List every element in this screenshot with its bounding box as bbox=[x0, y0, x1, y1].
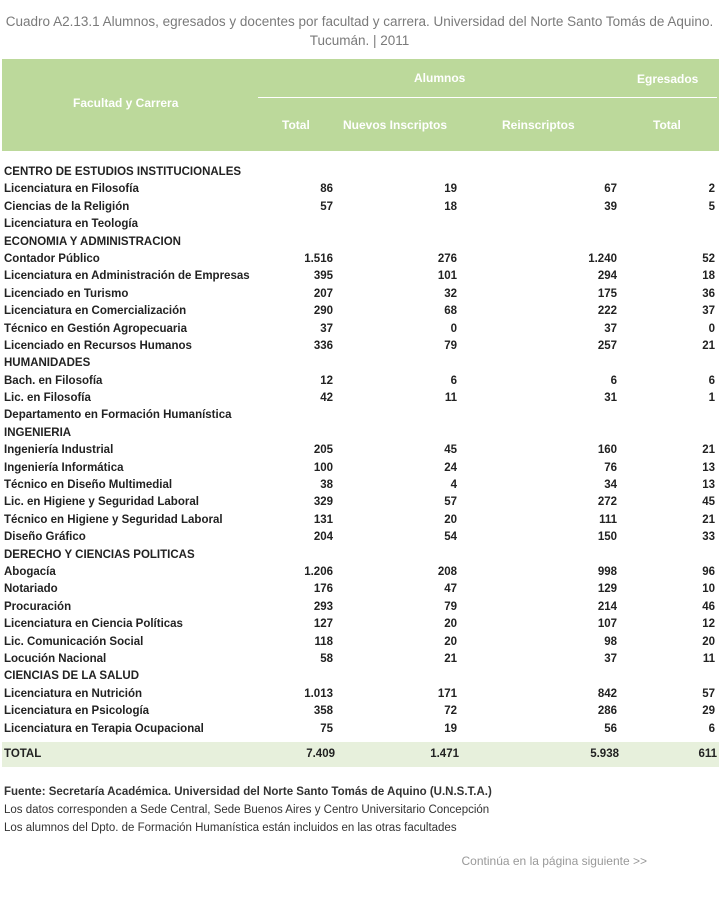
cell-nuevos: 20 bbox=[444, 513, 457, 526]
cell-nuevos: 11 bbox=[444, 392, 457, 405]
table-row bbox=[0, 390, 719, 407]
cell-total: 293 bbox=[313, 600, 333, 613]
cell-label: INGENIERIA bbox=[4, 426, 72, 439]
cell-nuevos: 54 bbox=[444, 531, 457, 544]
table-row bbox=[0, 321, 719, 338]
table-row bbox=[0, 460, 719, 477]
cell-label: Licenciado en Turismo bbox=[4, 287, 129, 300]
table-row bbox=[0, 355, 719, 372]
cell-nuevos: 47 bbox=[444, 583, 457, 596]
cell-egresados: 20 bbox=[702, 635, 715, 648]
cell-label: Ingeniería Informática bbox=[4, 461, 124, 474]
table-row bbox=[0, 581, 719, 598]
cell-reinscriptos: 34 bbox=[604, 479, 617, 492]
cell-total: 290 bbox=[313, 305, 333, 318]
cell-nuevos: 57 bbox=[444, 496, 457, 509]
table-row bbox=[0, 668, 719, 685]
total-egresados: 611 bbox=[698, 748, 717, 760]
cell-total: 75 bbox=[320, 722, 333, 735]
table-row bbox=[0, 651, 719, 668]
table-row bbox=[0, 547, 719, 564]
total-row bbox=[2, 742, 719, 767]
cell-egresados: 57 bbox=[702, 687, 715, 700]
table-row bbox=[0, 373, 719, 390]
table-title: Cuadro A2.13.1 Alumnos, egresados y docentes por facultad y carrera. Universidad del Norte Santo Tomás de Aquino. Tucumán. | 2011 bbox=[5, 14, 714, 48]
cell-label: Locución Nacional bbox=[4, 652, 107, 665]
cell-total: 37 bbox=[320, 322, 333, 335]
cell-reinscriptos: 129 bbox=[597, 583, 617, 596]
cell-label: Licenciatura en Administración de Empresas bbox=[4, 270, 250, 283]
cell-reinscriptos: 1.240 bbox=[588, 252, 617, 265]
header-divider bbox=[258, 97, 717, 98]
table-body bbox=[0, 164, 719, 738]
cell-reinscriptos: 222 bbox=[597, 305, 617, 318]
table-row bbox=[0, 425, 719, 442]
cell-reinscriptos: 111 bbox=[599, 513, 617, 526]
table-row bbox=[0, 721, 719, 738]
cell-label: Ingeniería Industrial bbox=[4, 444, 114, 457]
cell-reinscriptos: 294 bbox=[597, 270, 617, 283]
table-row bbox=[0, 164, 719, 181]
footnotes bbox=[4, 783, 492, 837]
total-total: 7.409 bbox=[306, 748, 335, 760]
cell-nuevos: 276 bbox=[437, 252, 457, 265]
header-alumnos: Alumnos bbox=[414, 71, 466, 85]
table-row bbox=[0, 477, 719, 494]
cell-reinscriptos: 56 bbox=[604, 722, 617, 735]
cell-nuevos: 171 bbox=[437, 687, 457, 700]
cell-label: Lic. en Higiene y Seguridad Laboral bbox=[4, 496, 199, 509]
cell-label: Notariado bbox=[4, 583, 58, 596]
table-row bbox=[0, 686, 719, 703]
cell-reinscriptos: 98 bbox=[604, 635, 617, 648]
total-reinscriptos: 5.938 bbox=[590, 748, 619, 760]
cell-label: Técnico en Gestión Agropecuaria bbox=[4, 322, 187, 335]
cell-reinscriptos: 31 bbox=[604, 392, 617, 405]
table-row bbox=[0, 703, 719, 720]
cell-total: 12 bbox=[320, 374, 333, 387]
cell-total: 395 bbox=[313, 270, 333, 283]
cell-nuevos: 68 bbox=[444, 305, 457, 318]
cell-reinscriptos: 214 bbox=[597, 600, 617, 613]
cell-nuevos: 79 bbox=[444, 339, 457, 352]
total-label: TOTAL bbox=[4, 748, 42, 760]
cell-total: 57 bbox=[320, 200, 333, 213]
cell-label: Lic. Comunicación Social bbox=[4, 635, 144, 648]
cell-egresados: 37 bbox=[702, 305, 715, 318]
cell-egresados: 13 bbox=[702, 461, 715, 474]
cell-reinscriptos: 76 bbox=[604, 461, 617, 474]
table-row bbox=[0, 216, 719, 233]
cell-label: Técnico en Higiene y Seguridad Laboral bbox=[4, 513, 223, 526]
cell-label: Diseño Gráfico bbox=[4, 531, 86, 544]
cell-egresados: 52 bbox=[702, 252, 715, 265]
cell-nuevos: 6 bbox=[450, 374, 457, 387]
cell-total: 42 bbox=[320, 392, 333, 405]
cell-reinscriptos: 257 bbox=[597, 339, 617, 352]
cell-label: ECONOMIA Y ADMINISTRACION bbox=[4, 235, 181, 248]
table-row bbox=[0, 442, 719, 459]
table-row bbox=[0, 529, 719, 546]
cell-nuevos: 4 bbox=[450, 479, 457, 492]
cell-label: Abogacía bbox=[4, 565, 56, 578]
cell-nuevos: 21 bbox=[444, 652, 457, 665]
cell-label: Lic. en Filosofía bbox=[4, 392, 91, 405]
cell-label: Licenciatura en Nutrición bbox=[4, 687, 143, 700]
cell-label: HUMANIDADES bbox=[4, 357, 91, 370]
table-header bbox=[2, 59, 719, 151]
cell-reinscriptos: 37 bbox=[604, 322, 617, 335]
table-row bbox=[0, 286, 719, 303]
header-facultad: Facultad y Carrera bbox=[73, 96, 179, 110]
note-1: Los datos corresponden a Sede Central, Sede Buenos Aires y Centro Universitario Concepción bbox=[4, 804, 490, 816]
total-nuevos: 1.471 bbox=[430, 748, 459, 760]
cell-reinscriptos: 175 bbox=[597, 287, 617, 300]
cell-label: CENTRO DE ESTUDIOS INSTITUCIONALES bbox=[4, 166, 242, 178]
table-row bbox=[0, 303, 719, 320]
cell-nuevos: 0 bbox=[450, 322, 457, 335]
cell-reinscriptos: 286 bbox=[597, 705, 617, 718]
cell-nuevos: 79 bbox=[444, 600, 457, 613]
table-row bbox=[0, 251, 719, 268]
cell-total: 1.516 bbox=[304, 252, 333, 265]
cell-reinscriptos: 37 bbox=[604, 652, 617, 665]
cell-nuevos: 20 bbox=[444, 635, 457, 648]
cell-label: Ciencias de la Religión bbox=[4, 200, 130, 213]
cell-reinscriptos: 272 bbox=[597, 496, 617, 509]
continue-link[interactable]: Continúa en la página siguiente >> bbox=[461, 854, 647, 868]
cell-total: 127 bbox=[313, 618, 333, 631]
cell-total: 176 bbox=[313, 583, 333, 596]
cell-total: 118 bbox=[314, 635, 333, 648]
table-row bbox=[0, 234, 719, 251]
cell-total: 58 bbox=[320, 652, 333, 665]
cell-egresados: 2 bbox=[708, 183, 715, 196]
cell-reinscriptos: 150 bbox=[597, 531, 617, 544]
cell-nuevos: 101 bbox=[437, 270, 457, 283]
table-row bbox=[0, 268, 719, 285]
cell-label: Departamento en Formación Humanística bbox=[4, 409, 232, 422]
table-row bbox=[0, 407, 719, 424]
header-egresados: Egresados bbox=[637, 72, 699, 86]
cell-nuevos: 32 bbox=[444, 287, 457, 300]
cell-egresados: 0 bbox=[708, 322, 715, 335]
cell-egresados: 13 bbox=[702, 479, 715, 492]
cell-label: Bach. en Filosofía bbox=[4, 374, 103, 387]
cell-label: Licenciatura en Terapia Ocupacional bbox=[4, 722, 204, 735]
note-2: Los alumnos del Dpto. de Formación Humanística están incluidos en las otras facultades bbox=[4, 822, 457, 834]
cell-egresados: 21 bbox=[702, 513, 715, 526]
cell-total: 336 bbox=[313, 339, 333, 352]
cell-label: Licenciatura en Filosofía bbox=[4, 183, 139, 196]
cell-egresados: 96 bbox=[702, 565, 715, 578]
cell-reinscriptos: 107 bbox=[597, 618, 617, 631]
cell-egresados: 29 bbox=[702, 705, 715, 718]
cell-egresados: 21 bbox=[702, 339, 715, 352]
cell-label: Contador Público bbox=[4, 252, 100, 265]
cell-nuevos: 45 bbox=[444, 444, 457, 457]
table-row bbox=[0, 616, 719, 633]
cell-reinscriptos: 67 bbox=[604, 183, 617, 196]
cell-label: Licenciatura en Ciencia Políticas bbox=[4, 618, 183, 631]
cell-nuevos: 208 bbox=[437, 565, 457, 578]
cell-total: 1.013 bbox=[304, 687, 333, 700]
cell-egresados: 45 bbox=[702, 496, 715, 509]
header-reinscriptos: Reinscriptos bbox=[502, 118, 575, 132]
cell-nuevos: 24 bbox=[444, 461, 457, 474]
table-row bbox=[0, 634, 719, 651]
cell-nuevos: 19 bbox=[444, 722, 457, 735]
cell-egresados: 11 bbox=[702, 652, 715, 665]
cell-nuevos: 19 bbox=[444, 183, 457, 196]
cell-label: Técnico en Diseño Multimedial bbox=[4, 479, 173, 492]
cell-reinscriptos: 160 bbox=[597, 444, 617, 457]
source-note: Fuente: Secretaría Académica. Universidad del Norte Santo Tomás de Aquino (U.N.S.T.A.) bbox=[4, 786, 492, 798]
cell-egresados: 1 bbox=[708, 392, 715, 405]
table-row bbox=[0, 199, 719, 216]
cell-total: 38 bbox=[320, 479, 333, 492]
header-egresados-total: Total bbox=[653, 118, 681, 132]
cell-reinscriptos: 842 bbox=[597, 687, 617, 700]
cell-total: 131 bbox=[313, 513, 333, 526]
cell-nuevos: 20 bbox=[444, 618, 457, 631]
table-row bbox=[0, 564, 719, 581]
cell-total: 204 bbox=[313, 531, 333, 544]
cell-total: 358 bbox=[313, 705, 333, 718]
cell-total: 100 bbox=[313, 461, 333, 474]
cell-label: Licenciatura en Teología bbox=[4, 218, 138, 231]
cell-egresados: 36 bbox=[702, 287, 715, 300]
header-total: Total bbox=[282, 118, 310, 132]
cell-total: 329 bbox=[313, 496, 333, 509]
table-row bbox=[0, 512, 719, 529]
cell-egresados: 33 bbox=[702, 531, 715, 544]
cell-total: 1.206 bbox=[304, 565, 333, 578]
cell-total: 86 bbox=[320, 183, 333, 196]
cell-reinscriptos: 6 bbox=[610, 374, 617, 387]
cell-egresados: 46 bbox=[702, 600, 715, 613]
header-nuevos: Nuevos Inscriptos bbox=[343, 118, 448, 132]
table-row bbox=[0, 338, 719, 355]
cell-egresados: 6 bbox=[708, 722, 715, 735]
cell-label: DERECHO Y CIENCIAS POLITICAS bbox=[4, 548, 195, 561]
cell-total: 205 bbox=[313, 444, 333, 457]
cell-egresados: 5 bbox=[708, 200, 715, 213]
cell-egresados: 21 bbox=[702, 444, 715, 457]
cell-nuevos: 18 bbox=[444, 200, 457, 213]
table-row bbox=[0, 494, 719, 511]
cell-egresados: 10 bbox=[702, 583, 715, 596]
cell-reinscriptos: 39 bbox=[604, 200, 617, 213]
cell-label: Licenciado en Recursos Humanos bbox=[4, 339, 192, 352]
cell-nuevos: 72 bbox=[444, 705, 457, 718]
cell-label: Procuración bbox=[4, 600, 72, 613]
cell-total: 207 bbox=[313, 287, 333, 300]
cell-label: Licenciatura en Psicología bbox=[4, 705, 150, 718]
cell-egresados: 18 bbox=[702, 270, 715, 283]
cell-reinscriptos: 998 bbox=[597, 565, 617, 578]
table-row bbox=[0, 181, 719, 198]
cell-egresados: 6 bbox=[708, 374, 715, 387]
cell-label: CIENCIAS DE LA SALUD bbox=[4, 670, 140, 683]
cell-egresados: 12 bbox=[702, 618, 715, 631]
table-row bbox=[0, 599, 719, 616]
cell-label: Licenciatura en Comercialización bbox=[4, 305, 187, 318]
